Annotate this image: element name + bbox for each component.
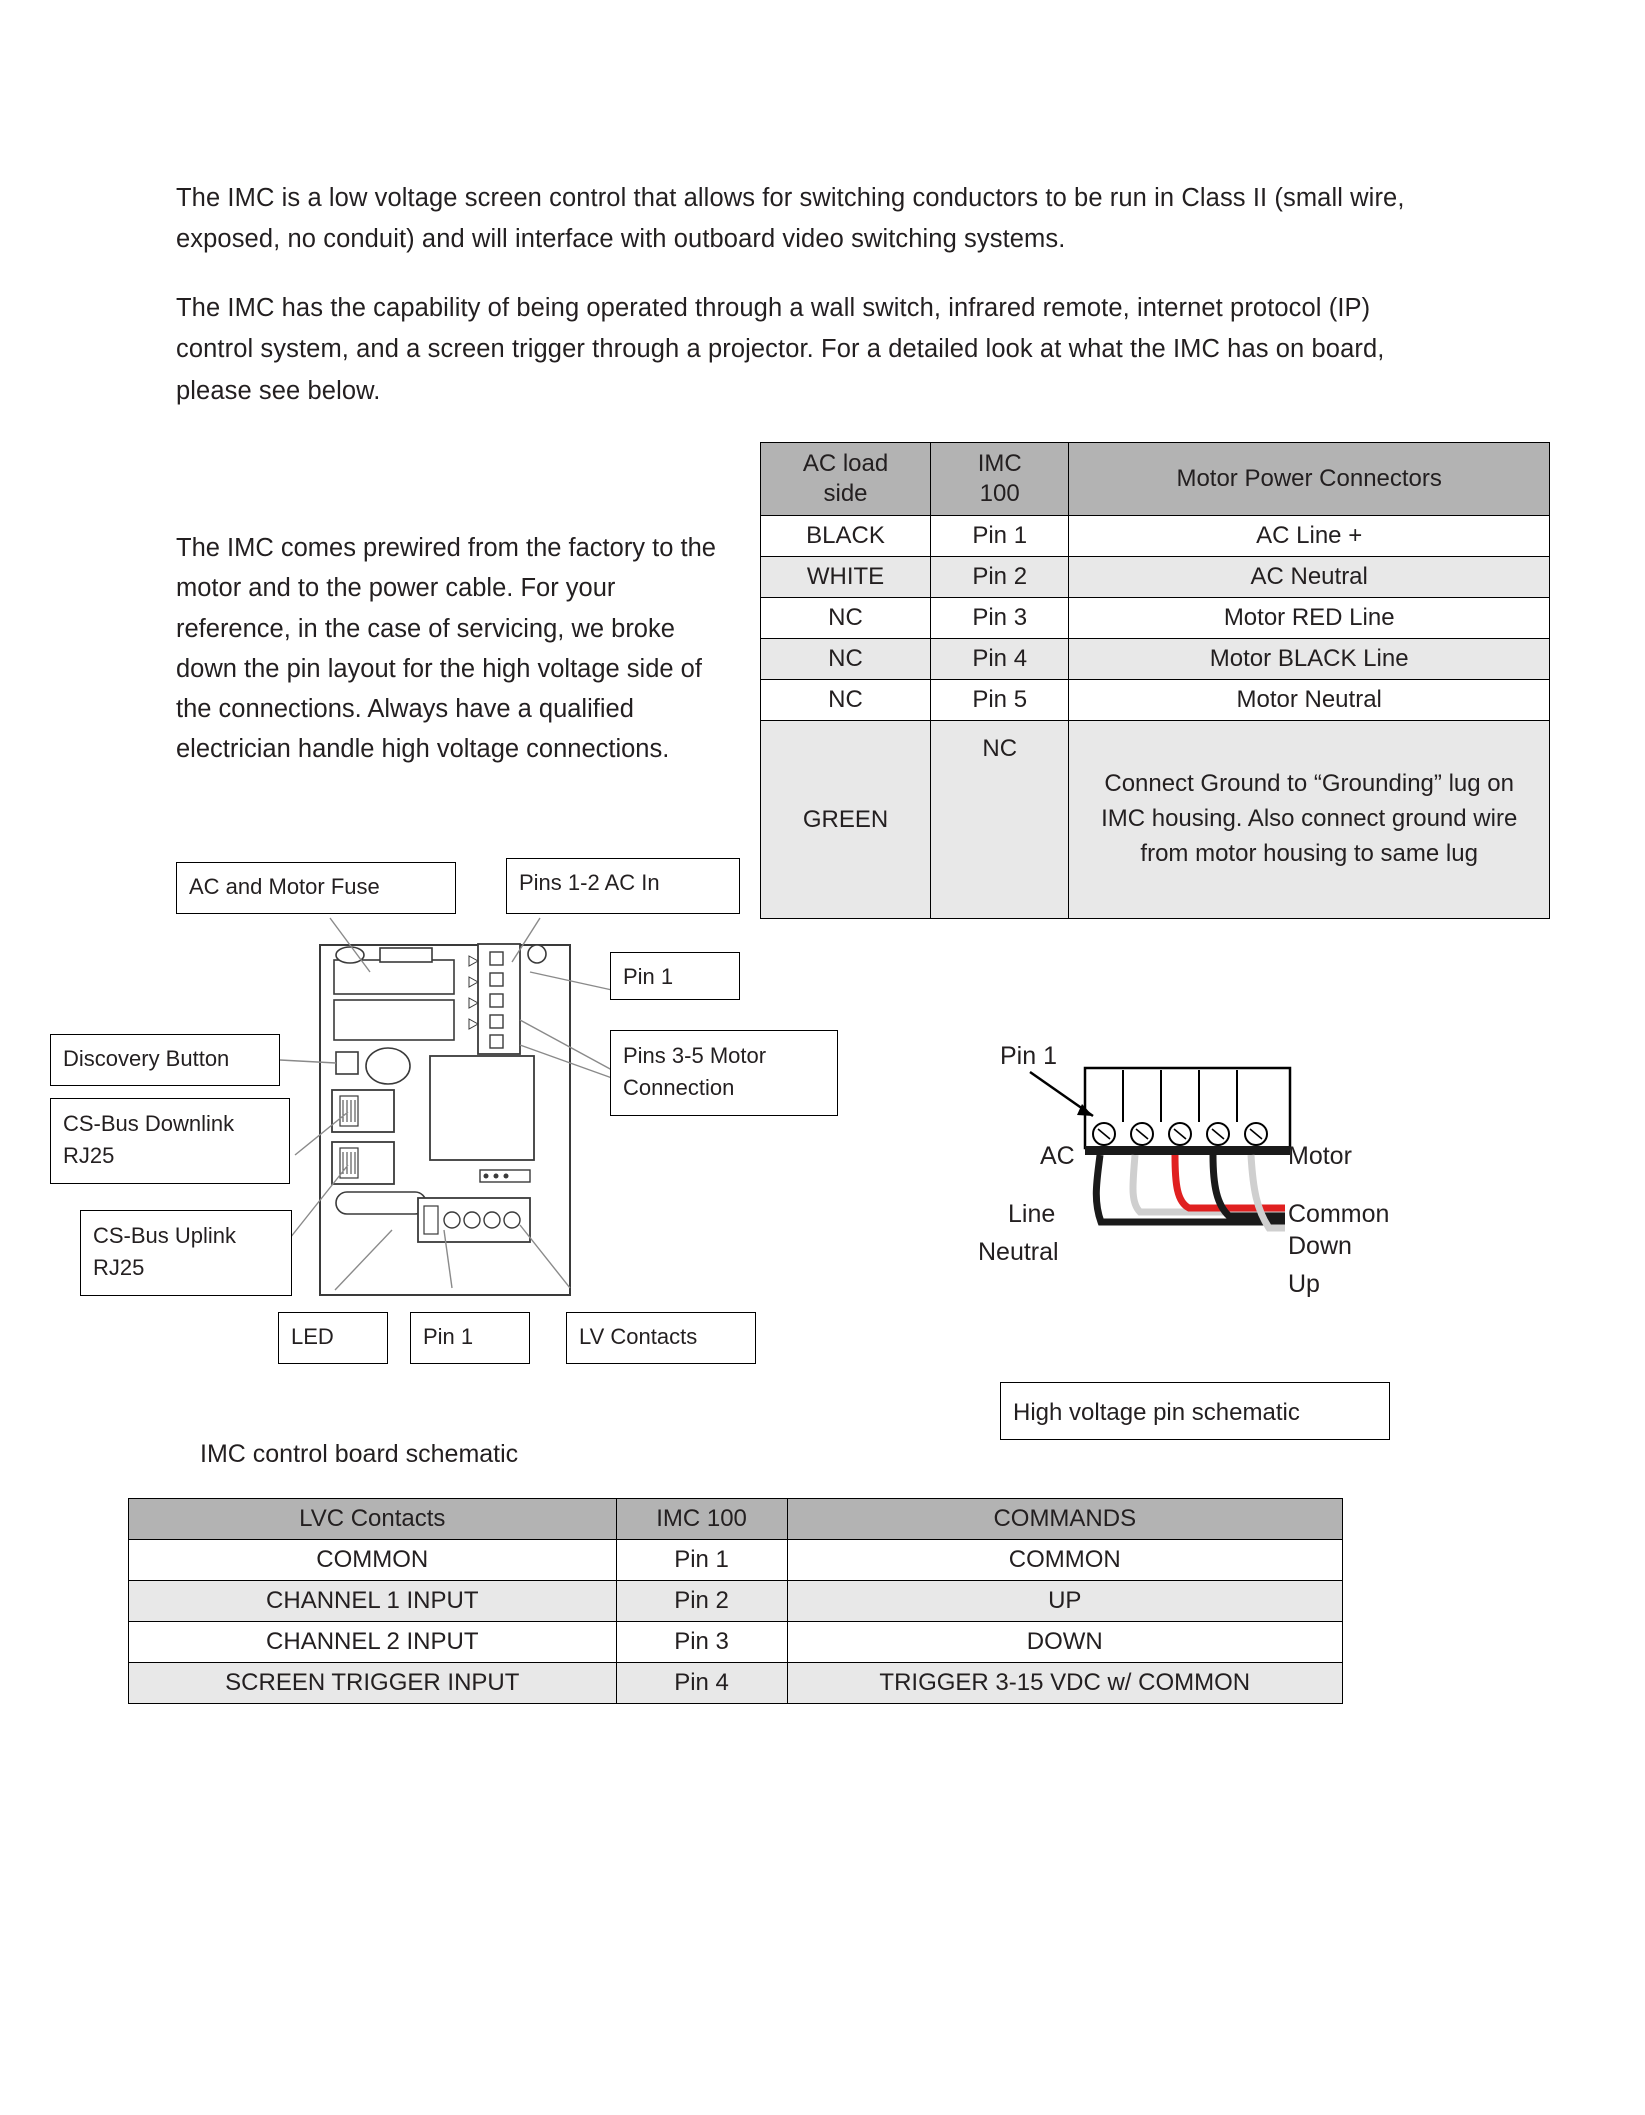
callout-cs-bus-downlink-rj25: CS-Bus Downlink RJ25 <box>50 1098 290 1184</box>
intro-paragraph-2: The IMC has the capability of being operated through a wall switch, infrared remote, internet protocol (IP) control system, and a screen trigger through a projector. For a detailed look at what the IMC has on board, please see below. <box>176 294 1385 405</box>
cell-desc: Motor RED Line <box>1069 598 1550 639</box>
prewired-paragraph: The IMC comes prewired from the factory to the motor and to the power cable. For your reference, in the case of servicing, we broke down the pin layout for the high voltage side of the connections. Always have a qualified electrician handle high voltage connections. <box>176 534 716 764</box>
cell-ac: GREEN <box>761 721 931 919</box>
table-row <box>761 721 1550 919</box>
hv-label-neutral: Neutral <box>978 1238 1059 1266</box>
cell-ac: NC <box>761 639 931 680</box>
callout-lv-contacts: LV Contacts <box>566 1312 756 1364</box>
table-header-row <box>761 443 1550 516</box>
header-imc-100: IMC 100 <box>931 443 1069 516</box>
cell-contact: SCREEN TRIGGER INPUT <box>129 1663 617 1704</box>
cell-pin: Pin 5 <box>931 680 1069 721</box>
motor-power-table <box>760 442 1550 919</box>
cell-pin: Pin 3 <box>931 598 1069 639</box>
hv-label-common: Common <box>1288 1200 1390 1228</box>
cell-desc: Motor Neutral <box>1069 680 1550 721</box>
cell-desc: AC Line + <box>1069 516 1550 557</box>
header-ac-load-side: AC load side <box>761 443 931 516</box>
table-row <box>761 680 1550 721</box>
callout-pin-1-bottom: Pin 1 <box>410 1312 530 1364</box>
header-commands: COMMANDS <box>787 1499 1342 1540</box>
lvc-contacts-table <box>128 1498 1343 1704</box>
table-header-row <box>129 1499 1343 1540</box>
cell-pin: Pin 4 <box>931 639 1069 680</box>
callout-pins-3-5-motor-connection: Pins 3-5 Motor Connection <box>610 1030 838 1116</box>
cell-command: DOWN <box>787 1622 1342 1663</box>
table-row <box>129 1663 1343 1704</box>
cell-contact: COMMON <box>129 1540 617 1581</box>
cell-contact: CHANNEL 1 INPUT <box>129 1581 617 1622</box>
callout-high-voltage-pin-schematic: High voltage pin schematic <box>1000 1382 1390 1440</box>
cell-command: UP <box>787 1581 1342 1622</box>
table-row <box>761 639 1550 680</box>
cell-pin: Pin 4 <box>616 1663 787 1704</box>
table-row <box>129 1622 1343 1663</box>
callout-led: LED <box>278 1312 388 1364</box>
hv-label-motor: Motor <box>1288 1142 1352 1170</box>
board-schematic-caption: IMC control board schematic <box>200 1440 519 1468</box>
cell-pin: Pin 1 <box>616 1540 787 1581</box>
cell-ac: WHITE <box>761 557 931 598</box>
cell-desc: AC Neutral <box>1069 557 1550 598</box>
callout-pins-1-2-ac-in: Pins 1-2 AC In <box>506 858 740 914</box>
hv-label-up: Up <box>1288 1270 1320 1298</box>
table-row <box>129 1581 1343 1622</box>
callout-discovery-button: Discovery Button <box>50 1034 280 1086</box>
table-row <box>761 598 1550 639</box>
hv-label-pin-1: Pin 1 <box>1000 1042 1057 1070</box>
cell-pin: Pin 2 <box>616 1581 787 1622</box>
cell-desc: Connect Ground to “Grounding” lug on IMC housing. Also connect ground wire from motor housing to same lug <box>1069 721 1550 919</box>
hv-label-line: Line <box>1008 1200 1056 1228</box>
cell-pin: Pin 3 <box>616 1622 787 1663</box>
cell-desc: Motor BLACK Line <box>1069 639 1550 680</box>
callout-ac-motor-fuse: AC and Motor Fuse <box>176 862 456 914</box>
cell-ac: BLACK <box>761 516 931 557</box>
header-imc-100: IMC 100 <box>616 1499 787 1540</box>
table-row <box>761 516 1550 557</box>
cell-pin: NC <box>931 721 1069 919</box>
hv-label-down: Down <box>1288 1232 1352 1260</box>
cell-command: TRIGGER 3-15 VDC w/ COMMON <box>787 1663 1342 1704</box>
header-lvc-contacts: LVC Contacts <box>129 1499 617 1540</box>
high-voltage-pin-schematic <box>985 1050 1405 1310</box>
table-row <box>761 557 1550 598</box>
callout-cs-bus-uplink-rj25: CS-Bus Uplink RJ25 <box>80 1210 292 1296</box>
hv-label-ac: AC <box>1040 1142 1075 1170</box>
intro-paragraph-1: The IMC is a low voltage screen control that allows for switching conductors to be run in Class II (small wire, exposed, no conduit) and will interface with outboard video switching systems. <box>176 184 1405 254</box>
cell-pin: Pin 2 <box>931 557 1069 598</box>
cell-command: COMMON <box>787 1540 1342 1581</box>
header-motor-power-connectors: Motor Power Connectors <box>1069 443 1550 516</box>
imc-board-diagram <box>300 930 600 1350</box>
cell-ac: NC <box>761 598 931 639</box>
cell-ac: NC <box>761 680 931 721</box>
cell-pin: Pin 1 <box>931 516 1069 557</box>
cell-contact: CHANNEL 2 INPUT <box>129 1622 617 1663</box>
callout-pin-1-top: Pin 1 <box>610 952 740 1000</box>
table-row <box>129 1540 1343 1581</box>
